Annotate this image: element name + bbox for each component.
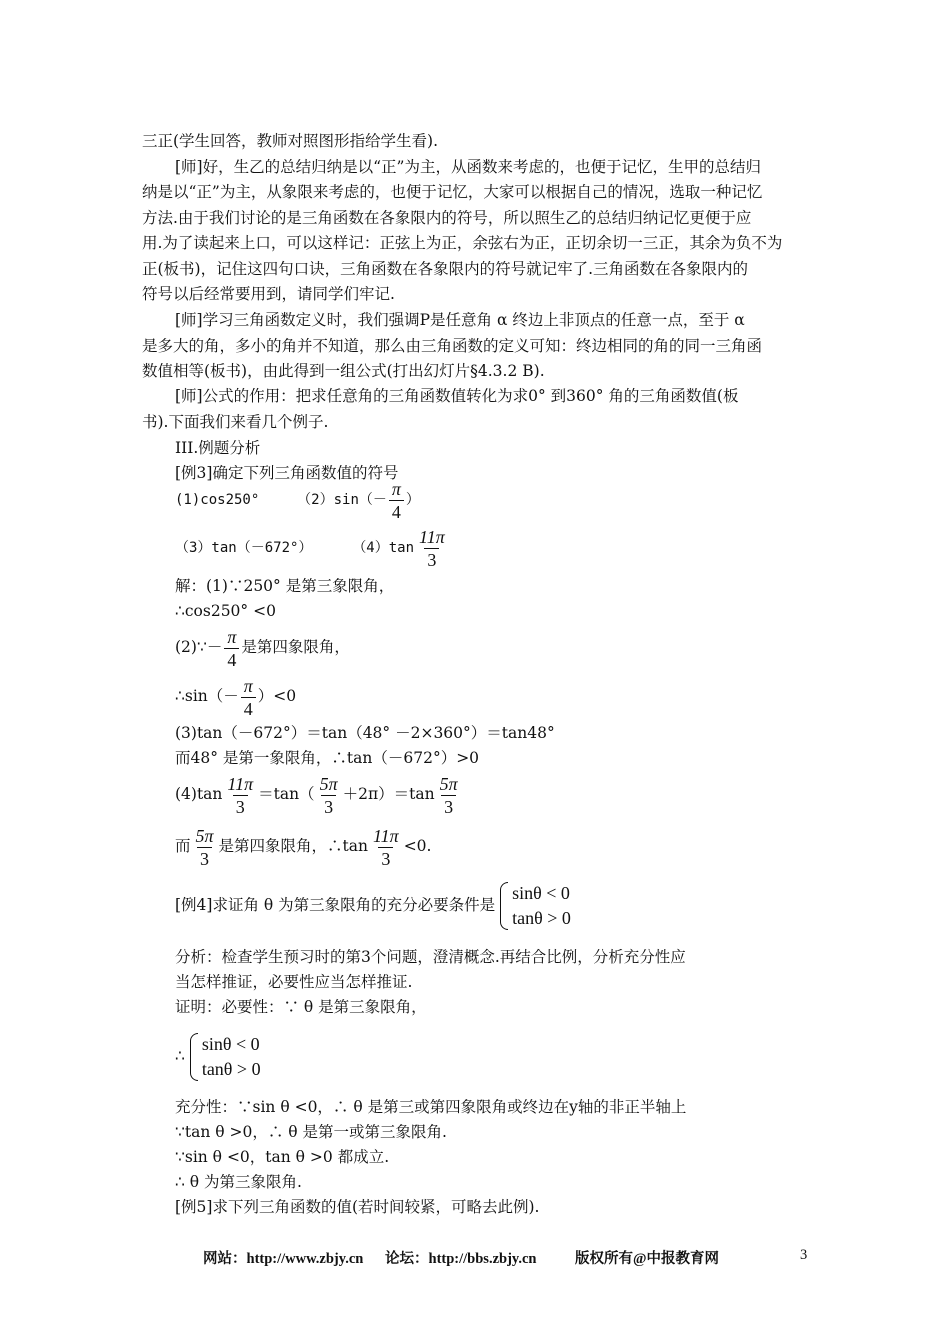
fraction-denominator: 3	[233, 795, 248, 818]
example-heading: [例5]求下列三角函数的值(若时间较紧，可略去此例).	[175, 1198, 540, 1216]
text-line: 是多大的角，多小的角并不知道，那么由三角函数的定义可知：终边相同的角的同一三角函	[142, 337, 763, 355]
fraction-numerator: π	[391, 478, 401, 499]
page-number: 3	[800, 1247, 808, 1263]
text-line: 纳是以“正”为主，从象限来考虑的，也便于记忆，大家可以根据自己的情况，选取一种记忆	[142, 183, 763, 201]
fraction-numerator: 5π	[195, 825, 214, 846]
solution-line: 解：(1)∵250° 是第三象限角，	[175, 577, 395, 595]
fraction-numerator: 11π	[419, 526, 445, 547]
fraction-denominator: 4	[241, 697, 256, 720]
example-items-row	[175, 524, 450, 571]
example-items-row	[175, 476, 420, 523]
fraction-denominator: 4	[224, 648, 239, 671]
fraction	[370, 825, 402, 870]
text-line: 正(板书)，记住这四句口诀，三角函数在各象限内的符号就记牢了.三角函数在各象限内的	[142, 260, 749, 278]
fraction-numerator: π	[227, 626, 237, 647]
proof-line	[175, 1028, 261, 1084]
math-expression: ）<0	[257, 687, 297, 705]
fraction	[416, 526, 448, 571]
fraction-denominator: 3	[441, 795, 456, 818]
solution-line	[175, 823, 431, 870]
math-expression: <0.	[403, 837, 432, 855]
fraction-numerator: 11π	[373, 825, 399, 846]
math-expression: ＋2π）＝tan	[342, 785, 435, 803]
text-line: 符号以后经常要用到，请同学们牢记.	[142, 285, 395, 303]
therefore-symbol: ∴	[175, 1047, 185, 1065]
left-brace	[190, 1033, 198, 1081]
footer-website: 网站：http://www.zbjy.cn	[203, 1251, 364, 1267]
fraction-numerator: π	[243, 675, 253, 696]
fraction-denominator: 3	[378, 847, 393, 870]
math-expression: ＝tan（	[258, 785, 315, 803]
text-line: [师]学习三角函数定义时，我们强调P是任意角 α 终边上非顶点的任意一点，至于 α	[175, 311, 745, 329]
math-expression: (4)tan	[175, 785, 223, 803]
example-heading	[175, 877, 571, 933]
section-heading: III.例题分析	[175, 439, 261, 457]
fraction-denominator: 4	[389, 500, 404, 523]
brace-system	[500, 881, 571, 931]
solution-line: (3)tan（－672°）＝tan（48° －2×360°）＝tan48°	[175, 724, 555, 742]
condition: tanθ > 0	[201, 1059, 261, 1079]
solution-line	[175, 624, 350, 671]
text-line: 方法.由于我们讨论的是三角函数在各象限内的符号，所以照生乙的总结归纳记忆更便于应	[142, 209, 752, 227]
fraction	[317, 773, 341, 818]
condition: sinθ < 0	[512, 883, 570, 903]
left-brace	[500, 882, 508, 930]
text-line: 当怎样推证，必要性应当怎样推证.	[175, 973, 413, 991]
solution-line: 而48° 是第一象限角，∴tan（－672°）>0	[175, 749, 480, 767]
fraction-denominator: 3	[424, 548, 439, 571]
example-statement: [例4]求证角 θ 为第三象限角的充分必要条件是	[175, 896, 496, 914]
condition: sinθ < 0	[201, 1034, 260, 1054]
math-expression: ）	[405, 492, 420, 508]
fraction	[241, 675, 256, 720]
solution-line	[175, 673, 296, 720]
math-expression: （2）sin（－	[297, 492, 387, 508]
text-line: 用.为了读起来上口，可以这样记：正弦上为正，余弦右为正，正切余切一三正，其余为负不为	[142, 234, 783, 252]
fraction-numerator: 5π	[319, 773, 338, 794]
math-expression: 而	[175, 837, 191, 855]
fraction	[224, 773, 256, 818]
fraction	[224, 626, 239, 671]
math-expression: (2)∵－	[175, 638, 223, 656]
text-line: [师]公式的作用：把求任意角的三角函数值转化为求0° 到360° 角的三角函数值(板	[175, 387, 739, 405]
example-heading: [例3]确定下列三角函数值的符号	[175, 464, 399, 482]
text-line: 数值相等(板书)，由此得到一组公式(打出幻灯片§4.3.2 B).	[142, 362, 545, 380]
fraction	[193, 825, 217, 870]
text-line: [师]好，生乙的总结归纳是以“正”为主，从函数来考虑的，也便于记忆，生甲的总结归	[175, 158, 761, 176]
math-expression: （4）tan	[352, 540, 415, 556]
math-expression: ∴sin（－	[175, 687, 239, 705]
footer-forum: 论坛：http://bbs.zbjy.cn	[385, 1251, 537, 1267]
text-line: 书).下面我们来看几个例子.	[142, 413, 329, 431]
text-line: 分析：检查学生预习时的第3个问题，澄清概念.再结合比例，分析充分性应	[175, 948, 686, 966]
text-line: 证明：必要性：∵ θ 是第三象限角，	[175, 998, 427, 1016]
fraction	[437, 773, 461, 818]
text-line: ∵tan θ >0，∴ θ 是第一或第三象限角.	[175, 1123, 447, 1141]
brace-system	[190, 1032, 261, 1082]
fraction	[389, 478, 404, 523]
text-line: ∵sin θ <0，tan θ >0 都成立.	[175, 1148, 390, 1166]
condition: tanθ > 0	[512, 908, 571, 928]
solution-line: ∴cos250° <0	[175, 602, 276, 620]
text-line: 三正(学生回答，教师对照图形指给学生看).	[142, 132, 439, 150]
solution-line	[175, 771, 463, 818]
footer-copyright: 版权所有@中报教育网	[575, 1251, 719, 1267]
fraction-denominator: 3	[197, 847, 212, 870]
math-expression: (1)cos250°	[175, 492, 260, 508]
text-line: ∴ θ 为第三象限角.	[175, 1173, 302, 1191]
text-line: 充分性：∵sin θ <0，∴ θ 是第三或第四象限角或终边在y轴的非正半轴上	[175, 1098, 687, 1116]
math-expression: （3）tan（－672°）	[175, 540, 313, 556]
fraction-numerator: 11π	[227, 773, 254, 794]
fraction-denominator: 3	[321, 795, 336, 818]
math-expression: 是第四象限角，	[241, 638, 350, 656]
math-expression: 是第四象限角，∴tan	[218, 837, 368, 855]
fraction-numerator: 5π	[439, 773, 458, 794]
